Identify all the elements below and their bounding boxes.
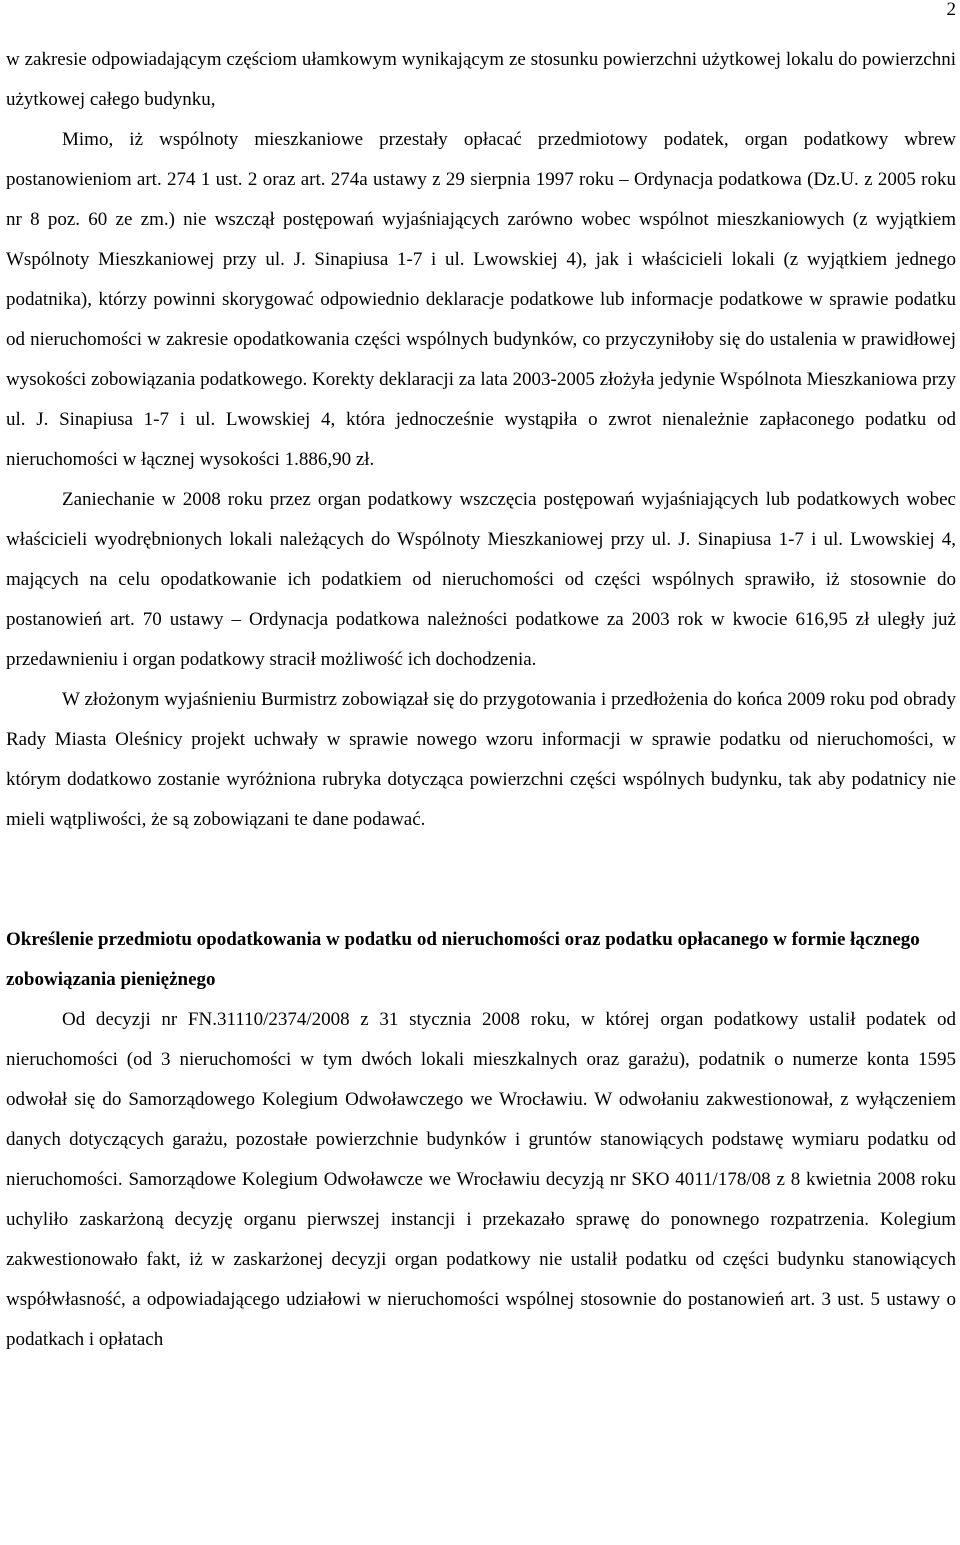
paragraph-tax-proceedings: Mimo, iż wspólnoty mieszkaniowe przestały opłacać przedmiotowy podatek, organ podatkowy wbrew postanowieniom art. 274 1 ust. 2 oraz art. 274a ustawy z 29 sierpnia 1997 roku – Ordynacja podatkowa (Dz.U. z 2005 roku nr 8 poz. 60 ze zm.) nie wszczął postępowań wyjaśniających zarówno wobec wspólnot mieszkaniowych (z wyjątkiem Wspólnoty Mieszkaniowej przy ul. J. Sinapiusa 1-7 i ul. Lwowskiej 4), jak i właścicieli lokali (z wyjątkiem jednego podatnika), którzy powinni skorygować odpowiednio deklaracje podatkowe lub informacje podatkowe w sprawie podatku od nieruchomości w zakresie opodatkowania części wspólnych budynków, co przyczyniłoby się do ustalenia w prawidłowej wysokości zobowiązania podatkowego. Korekty deklaracji za lata 2003-2005 złożyła jedynie Wspólnota Mieszkaniowa przy ul. J. Sinapiusa 1-7 i ul. Lwowskiej 4, która jednocześnie wystąpiła o zwrot nienależnie zapłaconego podatku od nieruchomości w łącznej wysokości 1.886,90 zł. (6, 129, 956, 470)
paragraph-continuation: w zakresie odpowiadającym częściom ułamkowym wynikającym ze stosunku powierzchni użytkowej lokalu do powierzchni użytkowej całego budynku, (6, 49, 956, 110)
page-number: 2 (946, 0, 956, 20)
section-gap (6, 840, 956, 920)
paragraph-mayor-explanation: W złożonym wyjaśnieniu Burmistrz zobowiązał się do przygotowania i przedłożenia do końca 2009 roku pod obrady Rady Miasta Oleśnicy projekt uchwały w sprawie nowego wzoru informacji w sprawie podatku od nieruchomości, w którym dodatkowo zostanie wyróżniona rubryka dotycząca powierzchni części wspólnych budynku, tak aby podatnicy nie mieli wątpliwości, że są zobowiązani te dane podawać. (6, 689, 956, 830)
document-body (6, 40, 956, 1360)
paragraph-omission-2008: Zaniechanie w 2008 roku przez organ podatkowy wszczęcia postępowań wyjaśniających lub podatkowych wobec właścicieli wyodrębnionych lokali należących do Wspólnoty Mieszkaniowej przy ul. J. Sinapiusa 1-7 i ul. Lwowskiej 4, mających na celu opodatkowanie ich podatkiem od nieruchomości od części wspólnych sprawiło, iż stosownie do postanowień art. 70 ustawy – Ordynacja podatkowa należności podatkowe za 2003 rok w kwocie 616,95 zł uległy już przedawnieniu i organ podatkowy stracił możliwość ich dochodzenia. (6, 489, 956, 670)
section-heading: Określenie przedmiotu opodatkowania w podatku od nieruchomości oraz podatku opłacanego w formie łącznego zobowiązania pieniężnego (6, 929, 920, 990)
paragraph-decision-appeal: Od decyzji nr FN.31110/2374/2008 z 31 stycznia 2008 roku, w której organ podatkowy ustalił podatek od nieruchomości (od 3 nieruchomości w tym dwóch lokali mieszkalnych oraz garażu), podatnik o numerze konta 1595 odwołał się do Samorządowego Kolegium Odwoławczego we Wrocławiu. W odwołaniu zakwestionował, z wyłączeniem danych dotyczących garażu, pozostałe powierzchnie budynków i gruntów stanowiących podstawę wymiaru podatku od nieruchomości. Samorządowe Kolegium Odwoławcze we Wrocławiu decyzją nr SKO 4011/178/08 z 8 kwietnia 2008 roku uchyliło zaskarżoną decyzję organu pierwszej instancji i przekazało sprawę do ponownego rozpatrzenia. Kolegium zakwestionowało fakt, iż w zaskarżonej decyzji organ podatkowy nie ustalił podatku od części budynku stanowiących współwłasność, a odpowiadającego udziałowi w nieruchomości wspólnej stosownie do postanowień art. 3 ust. 5 ustawy o podatkach i opłatach (6, 1009, 956, 1350)
